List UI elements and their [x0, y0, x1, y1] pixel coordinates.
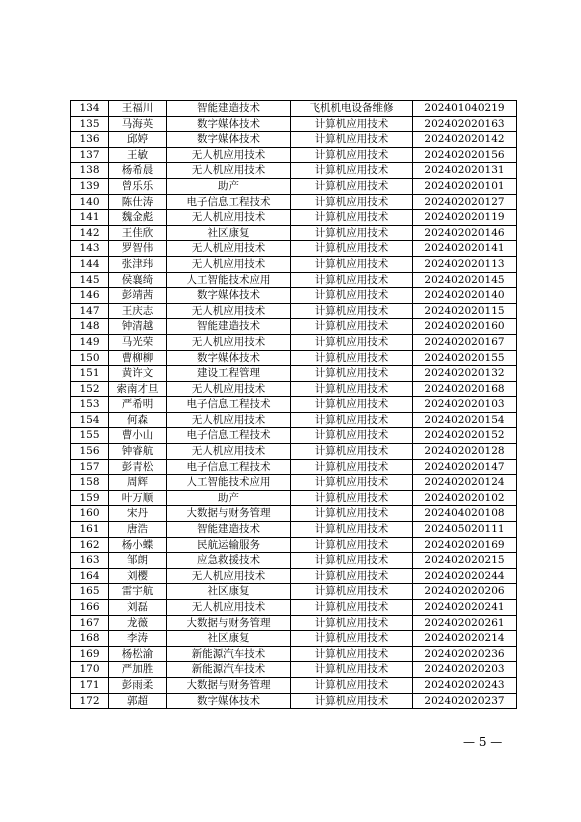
- student-id-cell: 202402020169: [413, 537, 517, 553]
- table-row: [71, 553, 517, 569]
- student-list-body: [71, 101, 517, 709]
- name-cell: 宋丹: [109, 506, 167, 522]
- name-cell: 曹小山: [109, 428, 167, 444]
- table-row: [71, 241, 517, 257]
- original-major-cell: 助产: [167, 490, 291, 506]
- new-major-cell: 计算机应用技术: [291, 412, 413, 428]
- row-index-cell: 165: [71, 584, 109, 600]
- student-id-cell: 202402020160: [413, 319, 517, 335]
- student-id-cell: 202402020140: [413, 288, 517, 304]
- name-cell: 马光荣: [109, 334, 167, 350]
- student-id-cell: 202402020152: [413, 428, 517, 444]
- original-major-cell: 社区康复: [167, 225, 291, 241]
- table-row: [71, 444, 517, 460]
- table-row: [71, 428, 517, 444]
- original-major-cell: 电子信息工程技术: [167, 428, 291, 444]
- new-major-cell: 计算机应用技术: [291, 584, 413, 600]
- name-cell: 王福川: [109, 101, 167, 117]
- name-cell: 叶万顺: [109, 490, 167, 506]
- student-id-cell: 202402020141: [413, 241, 517, 257]
- name-cell: 陈仕涛: [109, 194, 167, 210]
- table-row: [71, 631, 517, 647]
- name-cell: 刘樱: [109, 568, 167, 584]
- table-row: [71, 132, 517, 148]
- table-row: [71, 600, 517, 616]
- row-index-cell: 152: [71, 381, 109, 397]
- student-id-cell: 202402020203: [413, 662, 517, 678]
- table-row: [71, 303, 517, 319]
- name-cell: 张津玮: [109, 256, 167, 272]
- page-number: — 5 —: [463, 735, 503, 749]
- new-major-cell: 计算机应用技术: [291, 194, 413, 210]
- student-id-cell: 202402020241: [413, 600, 517, 616]
- table-row: [71, 350, 517, 366]
- original-major-cell: 数字媒体技术: [167, 116, 291, 132]
- new-major-cell: 计算机应用技术: [291, 428, 413, 444]
- name-cell: 罗智伟: [109, 241, 167, 257]
- name-cell: 钟清越: [109, 319, 167, 335]
- table-row: [71, 194, 517, 210]
- name-cell: 邹朗: [109, 553, 167, 569]
- original-major-cell: 大数据与财务管理: [167, 615, 291, 631]
- name-cell: 严加胜: [109, 662, 167, 678]
- student-id-cell: 202402020128: [413, 444, 517, 460]
- table-row: [71, 397, 517, 413]
- student-id-cell: 202402020154: [413, 412, 517, 428]
- original-major-cell: 电子信息工程技术: [167, 459, 291, 475]
- table-row: [71, 412, 517, 428]
- new-major-cell: 计算机应用技术: [291, 256, 413, 272]
- name-cell: 杨希晨: [109, 163, 167, 179]
- original-major-cell: 智能建造技术: [167, 101, 291, 117]
- new-major-cell: 计算机应用技术: [291, 397, 413, 413]
- student-id-cell: 202402020168: [413, 381, 517, 397]
- original-major-cell: 无人机应用技术: [167, 334, 291, 350]
- name-cell: 彭青松: [109, 459, 167, 475]
- student-id-cell: 202402020119: [413, 210, 517, 226]
- name-cell: 黄许文: [109, 366, 167, 382]
- new-major-cell: 计算机应用技术: [291, 693, 413, 709]
- row-index-cell: 155: [71, 428, 109, 444]
- row-index-cell: 171: [71, 677, 109, 693]
- name-cell: 钟睿航: [109, 444, 167, 460]
- table-row: [71, 381, 517, 397]
- row-index-cell: 148: [71, 319, 109, 335]
- original-major-cell: 人工智能技术应用: [167, 272, 291, 288]
- row-index-cell: 146: [71, 288, 109, 304]
- student-id-cell: 202402020237: [413, 693, 517, 709]
- original-major-cell: 建设工程管理: [167, 366, 291, 382]
- student-id-cell: 202402020147: [413, 459, 517, 475]
- student-id-cell: 202401040219: [413, 101, 517, 117]
- original-major-cell: 社区康复: [167, 631, 291, 647]
- row-index-cell: 149: [71, 334, 109, 350]
- row-index-cell: 156: [71, 444, 109, 460]
- new-major-cell: 飞机机电设备维修: [291, 101, 413, 117]
- original-major-cell: 无人机应用技术: [167, 444, 291, 460]
- original-major-cell: 无人机应用技术: [167, 147, 291, 163]
- row-index-cell: 166: [71, 600, 109, 616]
- name-cell: 刘磊: [109, 600, 167, 616]
- student-id-cell: 202402020132: [413, 366, 517, 382]
- student-id-cell: 202402020146: [413, 225, 517, 241]
- row-index-cell: 145: [71, 272, 109, 288]
- student-id-cell: 202402020167: [413, 334, 517, 350]
- student-id-cell: 202402020261: [413, 615, 517, 631]
- name-cell: 严希明: [109, 397, 167, 413]
- new-major-cell: 计算机应用技术: [291, 241, 413, 257]
- table-row: [71, 568, 517, 584]
- table-row: [71, 506, 517, 522]
- new-major-cell: 计算机应用技术: [291, 334, 413, 350]
- original-major-cell: 智能建造技术: [167, 522, 291, 538]
- row-index-cell: 153: [71, 397, 109, 413]
- table-row: [71, 490, 517, 506]
- student-id-cell: 202402020131: [413, 163, 517, 179]
- original-major-cell: 社区康复: [167, 584, 291, 600]
- new-major-cell: 计算机应用技术: [291, 646, 413, 662]
- new-major-cell: 计算机应用技术: [291, 381, 413, 397]
- table-row: [71, 459, 517, 475]
- name-cell: 王庆志: [109, 303, 167, 319]
- name-cell: 彭雨柔: [109, 677, 167, 693]
- table-row: [71, 584, 517, 600]
- name-cell: 杨松渝: [109, 646, 167, 662]
- new-major-cell: 计算机应用技术: [291, 178, 413, 194]
- row-index-cell: 159: [71, 490, 109, 506]
- table-row: [71, 163, 517, 179]
- new-major-cell: 计算机应用技术: [291, 210, 413, 226]
- new-major-cell: 计算机应用技术: [291, 288, 413, 304]
- new-major-cell: 计算机应用技术: [291, 631, 413, 647]
- student-id-cell: 202404020108: [413, 506, 517, 522]
- name-cell: 龙薇: [109, 615, 167, 631]
- row-index-cell: 168: [71, 631, 109, 647]
- row-index-cell: 138: [71, 163, 109, 179]
- table-row: [71, 147, 517, 163]
- name-cell: 邱婷: [109, 132, 167, 148]
- original-major-cell: 民航运输服务: [167, 537, 291, 553]
- new-major-cell: 计算机应用技术: [291, 459, 413, 475]
- new-major-cell: 计算机应用技术: [291, 366, 413, 382]
- name-cell: 雷宇航: [109, 584, 167, 600]
- original-major-cell: 无人机应用技术: [167, 241, 291, 257]
- original-major-cell: 大数据与财务管理: [167, 506, 291, 522]
- row-index-cell: 170: [71, 662, 109, 678]
- student-id-cell: 202402020115: [413, 303, 517, 319]
- name-cell: 侯襄绮: [109, 272, 167, 288]
- student-id-cell: 202402020214: [413, 631, 517, 647]
- name-cell: 周辉: [109, 475, 167, 491]
- table-row: [71, 116, 517, 132]
- new-major-cell: 计算机应用技术: [291, 147, 413, 163]
- student-id-cell: 202402020113: [413, 256, 517, 272]
- table-row: [71, 272, 517, 288]
- student-id-cell: 202402020127: [413, 194, 517, 210]
- row-index-cell: 161: [71, 522, 109, 538]
- student-id-cell: 202402020103: [413, 397, 517, 413]
- student-id-cell: 202402020102: [413, 490, 517, 506]
- original-major-cell: 电子信息工程技术: [167, 194, 291, 210]
- student-id-cell: 202402020244: [413, 568, 517, 584]
- student-id-cell: 202402020206: [413, 584, 517, 600]
- row-index-cell: 169: [71, 646, 109, 662]
- table-row: [71, 288, 517, 304]
- table-row: [71, 334, 517, 350]
- name-cell: 唐浩: [109, 522, 167, 538]
- original-major-cell: 无人机应用技术: [167, 412, 291, 428]
- new-major-cell: 计算机应用技术: [291, 615, 413, 631]
- new-major-cell: 计算机应用技术: [291, 444, 413, 460]
- row-index-cell: 151: [71, 366, 109, 382]
- original-major-cell: 人工智能技术应用: [167, 475, 291, 491]
- student-id-cell: 202402020156: [413, 147, 517, 163]
- name-cell: 王佳欣: [109, 225, 167, 241]
- original-major-cell: 大数据与财务管理: [167, 677, 291, 693]
- name-cell: 魏金彪: [109, 210, 167, 226]
- table-row: [71, 366, 517, 382]
- new-major-cell: 计算机应用技术: [291, 132, 413, 148]
- student-id-cell: 202402020101: [413, 178, 517, 194]
- name-cell: 何森: [109, 412, 167, 428]
- new-major-cell: 计算机应用技术: [291, 225, 413, 241]
- table-row: [71, 210, 517, 226]
- row-index-cell: 136: [71, 132, 109, 148]
- table-row: [71, 677, 517, 693]
- row-index-cell: 154: [71, 412, 109, 428]
- new-major-cell: 计算机应用技术: [291, 662, 413, 678]
- new-major-cell: 计算机应用技术: [291, 677, 413, 693]
- original-major-cell: 应急救援技术: [167, 553, 291, 569]
- row-index-cell: 142: [71, 225, 109, 241]
- new-major-cell: 计算机应用技术: [291, 163, 413, 179]
- new-major-cell: 计算机应用技术: [291, 568, 413, 584]
- student-id-cell: 202402020145: [413, 272, 517, 288]
- table-row: [71, 256, 517, 272]
- original-major-cell: 助产: [167, 178, 291, 194]
- new-major-cell: 计算机应用技术: [291, 350, 413, 366]
- original-major-cell: 无人机应用技术: [167, 381, 291, 397]
- new-major-cell: 计算机应用技术: [291, 537, 413, 553]
- table-row: [71, 646, 517, 662]
- row-index-cell: 157: [71, 459, 109, 475]
- table-row: [71, 475, 517, 491]
- original-major-cell: 无人机应用技术: [167, 568, 291, 584]
- student-id-cell: 202402020142: [413, 132, 517, 148]
- name-cell: 曹柳柳: [109, 350, 167, 366]
- name-cell: 李涛: [109, 631, 167, 647]
- name-cell: 杨小蝶: [109, 537, 167, 553]
- row-index-cell: 167: [71, 615, 109, 631]
- new-major-cell: 计算机应用技术: [291, 475, 413, 491]
- original-major-cell: 无人机应用技术: [167, 600, 291, 616]
- name-cell: 王敏: [109, 147, 167, 163]
- student-id-cell: 202402020124: [413, 475, 517, 491]
- table-row: [71, 101, 517, 117]
- new-major-cell: 计算机应用技术: [291, 319, 413, 335]
- row-index-cell: 163: [71, 553, 109, 569]
- row-index-cell: 135: [71, 116, 109, 132]
- name-cell: 曾乐乐: [109, 178, 167, 194]
- name-cell: 马海英: [109, 116, 167, 132]
- row-index-cell: 140: [71, 194, 109, 210]
- new-major-cell: 计算机应用技术: [291, 116, 413, 132]
- new-major-cell: 计算机应用技术: [291, 272, 413, 288]
- new-major-cell: 计算机应用技术: [291, 522, 413, 538]
- name-cell: 郭超: [109, 693, 167, 709]
- row-index-cell: 164: [71, 568, 109, 584]
- new-major-cell: 计算机应用技术: [291, 303, 413, 319]
- student-id-cell: 202405020111: [413, 522, 517, 538]
- new-major-cell: 计算机应用技术: [291, 490, 413, 506]
- row-index-cell: 150: [71, 350, 109, 366]
- row-index-cell: 162: [71, 537, 109, 553]
- row-index-cell: 141: [71, 210, 109, 226]
- original-major-cell: 新能源汽车技术: [167, 646, 291, 662]
- row-index-cell: 144: [71, 256, 109, 272]
- original-major-cell: 智能建造技术: [167, 319, 291, 335]
- original-major-cell: 数字媒体技术: [167, 693, 291, 709]
- student-id-cell: 202402020243: [413, 677, 517, 693]
- row-index-cell: 158: [71, 475, 109, 491]
- new-major-cell: 计算机应用技术: [291, 600, 413, 616]
- original-major-cell: 数字媒体技术: [167, 288, 291, 304]
- table-row: [71, 319, 517, 335]
- name-cell: 索南才旦: [109, 381, 167, 397]
- row-index-cell: 134: [71, 101, 109, 117]
- student-id-cell: 202402020163: [413, 116, 517, 132]
- table-row: [71, 522, 517, 538]
- row-index-cell: 147: [71, 303, 109, 319]
- row-index-cell: 139: [71, 178, 109, 194]
- student-id-cell: 202402020236: [413, 646, 517, 662]
- name-cell: 彭靖茜: [109, 288, 167, 304]
- student-id-cell: 202402020215: [413, 553, 517, 569]
- new-major-cell: 计算机应用技术: [291, 506, 413, 522]
- table-row: [71, 178, 517, 194]
- student-id-cell: 202402020155: [413, 350, 517, 366]
- original-major-cell: 无人机应用技术: [167, 210, 291, 226]
- table-row: [71, 225, 517, 241]
- original-major-cell: 电子信息工程技术: [167, 397, 291, 413]
- row-index-cell: 160: [71, 506, 109, 522]
- original-major-cell: 数字媒体技术: [167, 350, 291, 366]
- new-major-cell: 计算机应用技术: [291, 553, 413, 569]
- row-index-cell: 172: [71, 693, 109, 709]
- table-row: [71, 537, 517, 553]
- original-major-cell: 无人机应用技术: [167, 256, 291, 272]
- original-major-cell: 新能源汽车技术: [167, 662, 291, 678]
- original-major-cell: 数字媒体技术: [167, 132, 291, 148]
- table-row: [71, 693, 517, 709]
- row-index-cell: 137: [71, 147, 109, 163]
- table-row: [71, 662, 517, 678]
- student-list-table: [70, 100, 517, 709]
- original-major-cell: 无人机应用技术: [167, 163, 291, 179]
- original-major-cell: 无人机应用技术: [167, 303, 291, 319]
- row-index-cell: 143: [71, 241, 109, 257]
- table-row: [71, 615, 517, 631]
